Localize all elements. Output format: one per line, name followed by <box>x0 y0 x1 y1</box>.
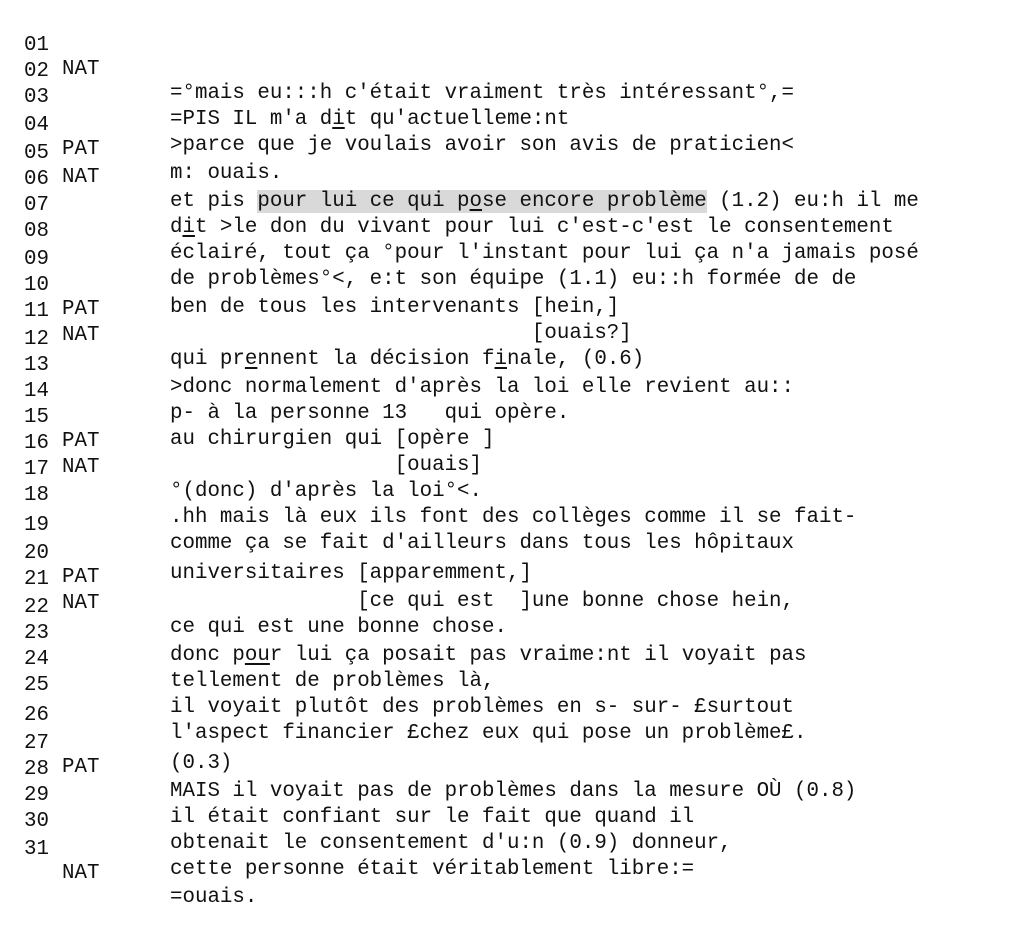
line-number: 09 <box>24 248 49 271</box>
line-number: 04 <box>24 114 49 137</box>
line-number: 27 <box>24 732 49 755</box>
line-number: 19 <box>24 514 49 537</box>
utterance-text: =PIS IL m'a dit qu'actuelleme:nt <box>170 108 570 131</box>
utterance-text: (0.3) <box>170 752 233 775</box>
line-number: 03 <box>24 86 49 109</box>
utterance-text: il voyait plutôt des problèmes en s- sur- £surtout <box>170 696 795 719</box>
utterance-text: [ouais] <box>170 454 483 477</box>
line-number: 16 <box>24 432 49 455</box>
line-number: 23 <box>24 622 49 645</box>
line-number: 31 <box>24 838 49 861</box>
highlighted-phrase: pour lui ce qui pose encore problème <box>257 190 707 213</box>
emphasis-underline: i <box>332 108 345 131</box>
line-number: 25 <box>24 674 49 697</box>
speaker-label: PAT <box>62 430 100 453</box>
utterance-text: MAIS il voyait pas de problèmes dans la mesure OÙ (0.8) <box>170 780 857 803</box>
utterance-text: au chirurgien qui [opère ] <box>170 428 495 451</box>
line-number: 10 <box>24 274 49 297</box>
utterance-text: il était confiant sur le fait que quand il <box>170 806 695 829</box>
utterance-text: ben de tous les intervenants [hein,] <box>170 296 620 319</box>
line-number: 15 <box>24 406 49 429</box>
speaker-label: PAT <box>62 298 100 321</box>
line-number: 26 <box>24 704 49 727</box>
line-number: 22 <box>24 596 49 619</box>
emphasis-underline: i <box>494 348 507 371</box>
line-number: 17 <box>24 458 49 481</box>
emphasis-underline: ou <box>244 644 270 667</box>
line-number: 05 <box>24 142 49 165</box>
line-number: 08 <box>24 220 49 243</box>
line-number: 11 <box>24 300 49 323</box>
line-number: 29 <box>24 784 49 807</box>
utterance-text: dit >le don du vivant pour lui c'est-c'est le consentement <box>170 216 894 239</box>
utterance-text: l'aspect financier £chez eux qui pose un problème£. <box>170 722 807 745</box>
line-number: 21 <box>24 568 49 591</box>
utterance-text: [ouais?] <box>170 322 632 345</box>
speaker-label: NAT <box>62 58 100 81</box>
speaker-label: NAT <box>62 592 100 615</box>
speaker-label: NAT <box>62 862 100 885</box>
utterance-text: >parce que je voulais avoir son avis de praticien< <box>170 134 795 157</box>
utterance-text: éclairé, tout ça °pour l'instant pour lui ça n'a jamais posé <box>170 242 919 265</box>
speaker-label: PAT <box>62 566 100 589</box>
utterance-text: de problèmes°<, e:t son équipe (1.1) eu::h formée de de <box>170 268 857 291</box>
utterance-text: donc pour lui ça posait pas vraime:nt il voyait pas <box>170 644 807 667</box>
line-number: 30 <box>24 810 49 833</box>
line-number: 07 <box>24 194 49 217</box>
line-number: 24 <box>24 648 49 671</box>
utterance-text: p- à la personne 13 qui opère. <box>170 402 570 425</box>
line-number: 01 <box>24 34 49 57</box>
utterance-text: tellement de problèmes là, <box>170 670 495 693</box>
line-number: 12 <box>24 328 49 351</box>
line-number: 18 <box>24 484 49 507</box>
line-number: 14 <box>24 380 49 403</box>
speaker-label: NAT <box>62 166 100 189</box>
line-number: 13 <box>24 354 49 377</box>
utterance-text: m: ouais. <box>170 162 283 185</box>
utterance-text: >donc normalement d'après la loi elle revient au:: <box>170 376 795 399</box>
emphasis-underline: o <box>469 190 483 213</box>
utterance-text: comme ça se fait d'ailleurs dans tous les hôpitaux <box>170 532 795 555</box>
speaker-label: NAT <box>62 324 100 347</box>
utterance-text: =°mais eu:::h c'était vraiment très intéressant°,= <box>170 82 795 105</box>
utterance-text: obtenait le consentement d'u:n (0.9) donneur, <box>170 832 732 855</box>
line-number: 28 <box>24 758 49 781</box>
utterance-text: °(donc) d'après la loi°<. <box>170 480 483 503</box>
speaker-label: PAT <box>62 756 100 779</box>
emphasis-underline: e <box>244 348 258 371</box>
utterance-text: [ce qui est ]une bonne chose hein, <box>170 590 795 613</box>
utterance-text: cette personne était véritablement libre:= <box>170 858 695 881</box>
utterance-text: universitaires [apparemment,] <box>170 562 532 585</box>
speaker-label: PAT <box>62 138 100 161</box>
speaker-label: NAT <box>62 456 100 479</box>
utterance-text: qui prennent la décision finale, (0.6) <box>170 348 645 371</box>
line-number: 06 <box>24 168 49 191</box>
utterance-text: .hh mais là eux ils font des collèges comme il se fait- <box>170 506 857 529</box>
emphasis-underline: i <box>182 216 195 239</box>
utterance-text: ce qui est une bonne chose. <box>170 616 507 639</box>
utterance-text: =ouais. <box>170 886 258 909</box>
utterance-text: et pis pour lui ce qui pose encore problème (1.2) eu:h il me <box>170 190 919 213</box>
transcript-line <box>0 814 258 909</box>
line-number: 02 <box>24 60 49 83</box>
line-number: 20 <box>24 542 49 565</box>
